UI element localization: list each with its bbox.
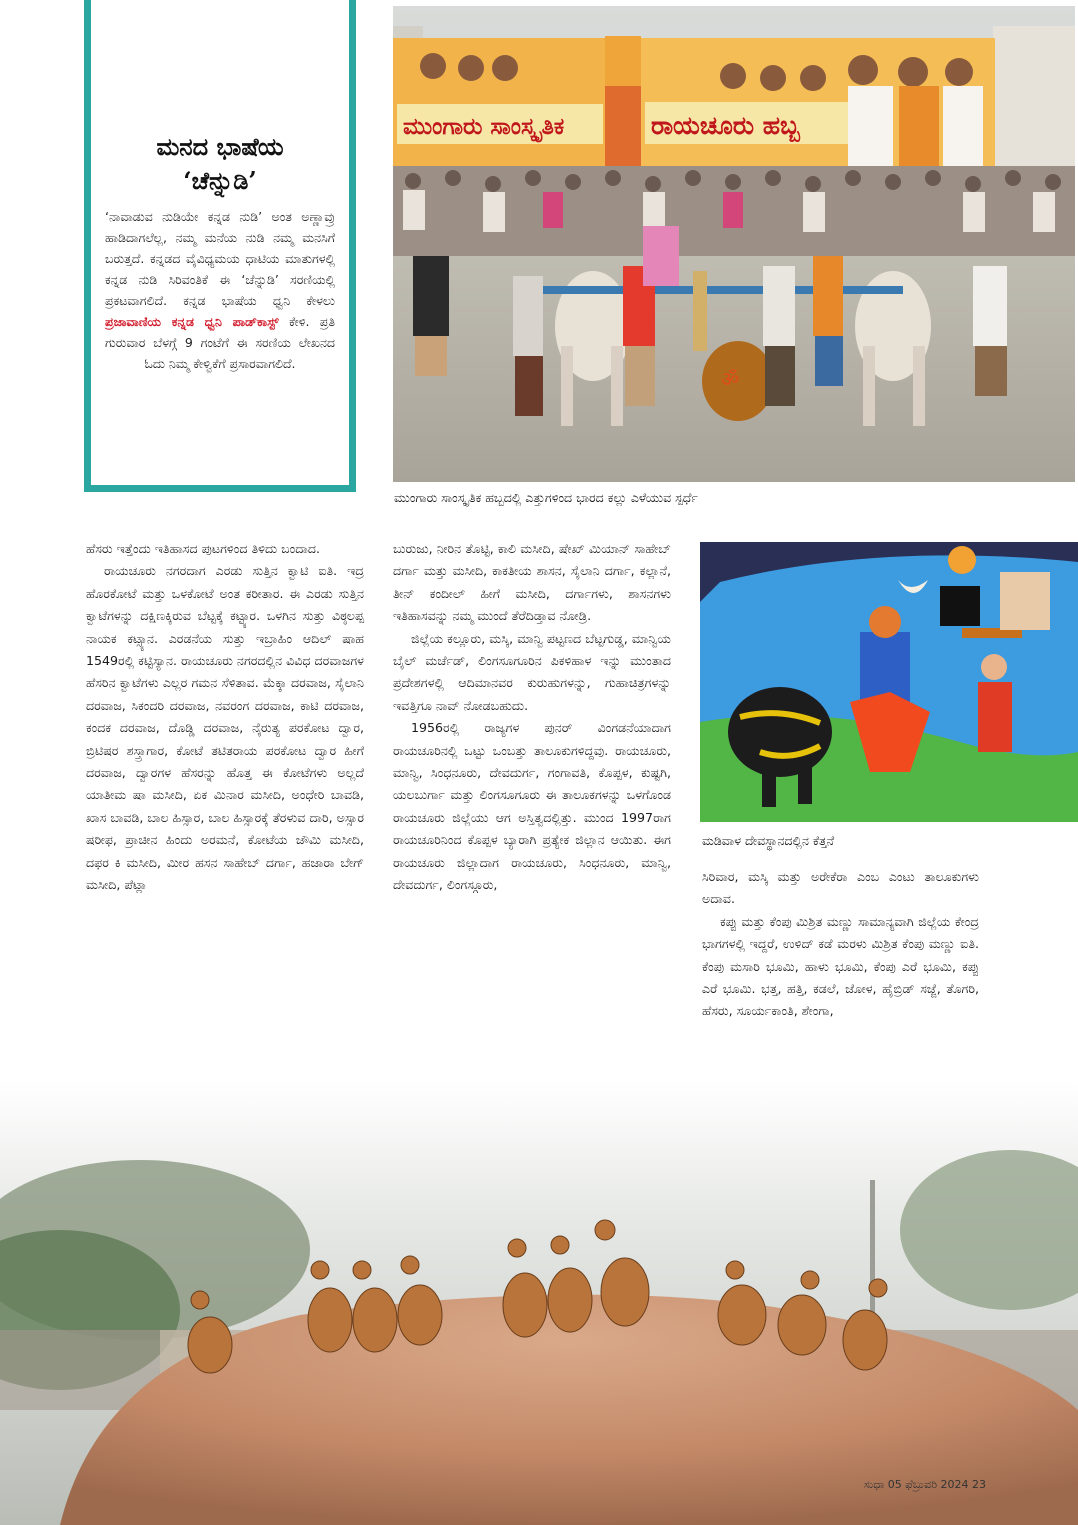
sidebar-body-part1: ‘ನಾವಾಡುವ ನುಡಿಯೇ ಕನ್ನಡ ನುಡಿ’ ಅಂತ ಅಣ್ಣಾವ್ರು ಹಾಡಿದಾಗಲೆಲ್ಲ, ನಮ್ಮ ಮನೆಯ ನುಡಿ ನಮ್ಮ ಮನಸಿಗೆ ಬರುತ್ತದೆ. ಕನ್ನಡದ ವೈವಿಧ್ಯಮಯ ಧಾಟಿಯ ಮಾತುಗಳಲ್ಲಿ ಕನ್ನಡ ನುಡಿ ಸಿರಿವಂತಿಕೆ ಈ ‘ಚೆನ್ನುಡಿ’ ಸರಣಿಯಲ್ಲಿ ಪ್ರಕಟವಾಗಲಿದೆ. ಕನ್ನಡ ಭಾಷೆಯ ಧ್ವನಿ ಕೇಳಲು [105, 209, 335, 308]
paragraph: ಕಪ್ಪು ಮತ್ತು ಕೆಂಪು ಮಿಶ್ರಿತ ಮಣ್ಣು ಸಾಮಾನ್ಯವಾಗಿ ಜಿಲ್ಲೆಯ ಕೇಂದ್ರ ಭಾಗಗಳಲ್ಲಿ ಇದ್ದರೆ, ಉಳಿದ್ ಕಡೆ ಮರಳು ಮಿಶ್ರಿತ ಕೆಂಪು ಮಣ್ಣು ಐತಿ. ಕೆಂಪು ಮಸಾರಿ ಭೂಮಿ, ಹಾಳು ಭೂಮಿ, ಕೆಂಪು ಎರೆ ಭೂಮಿ, ಕಪ್ಪು ಎರೆ ಭೂಮಿ. ಭತ್ತ, ಹತ್ತಿ, ಕಡಲೆ, ಜೋಳ, ಹೈಬ್ರಿಡ್ ಸಜ್ಜೆ, ತೊಗರಿ, ಹೆಸರು, ಸೂರ್ಯಕಾಂತಿ, ಶೇಂಗಾ, [702, 913, 979, 1019]
banner-right-text: ರಾಯಚೂರು ಹಬ್ಬ [651, 111, 800, 140]
paragraph: ಬುರುಜು, ನೀರಿನ ತೊಟ್ಟಿ, ಕಾಲಿ ಮಸೀದಿ, ಷೇಖ್ ಮಿಯಾನ್ ಸಾಹೇಬ್ ದರ್ಗಾ ಮತ್ತು ಮಸೀದಿ, ಕಾಕತೀಯ ಶಾಸನ, ಸೈಲಾನಿ ದರ್ಗಾ, ಕಲ್ಲಾನೆ, ತೀನ್ ಕಂದೀಲ್ ಹೀಗೆ ಮಸೀದಿ, ದರ್ಗಾಗಳು, ಶಾಸನಗಳು ಇತಿಹಾಸವನ್ನು ನಮ್ಮ ಮುಂದೆ ತೆರೆದಿಡ್ತಾವ ನೋಡ್ರಿ. [393, 541, 671, 624]
top-photo-caption: ಮುಂಗಾರು ಸಾಂಸ್ಕೃತಿಕ ಹಬ್ಬದಲ್ಲಿ ಎತ್ತುಗಳಿಂದ ಭಾರದ ಕಲ್ಲು ಎಳೆಯುವ ಸ್ಪರ್ಧೆ [394, 490, 698, 505]
banner-left-text: ಮುಂಗಾರು ಸಾಂಸ್ಕೃತಿಕ [403, 114, 565, 140]
paragraph: ಹೆಸರು ಇತ್ತೆಂದು ಇತಿಹಾಸದ ಪುಟಗಳಿಂದ ತಿಳಿದು ಬಂದಾದ. [86, 541, 320, 556]
article-column-1 [86, 538, 364, 897]
temple-carving-photo [700, 542, 1078, 822]
podcast-link[interactable]: ಪ್ರಜಾವಾಣಿಯ ಕನ್ನಡ ಧ್ವನಿ ಪಾಡ್‌ಕಾಸ್ಟ್ [105, 314, 279, 329]
article-column-2 [393, 538, 671, 897]
sidebar-title-line1: ಮನದ ಭಾಷೆಯ [156, 132, 284, 161]
sidebar-box [84, 0, 356, 492]
paragraph: ಸಿರಿವಾರ, ಮಸ್ಕಿ ಮತ್ತು ಅರೇಕೆರಾ ಎಂಬ ಎಂಟು ತಾಲೂಕುಗಳು ಅದಾವ. [702, 869, 979, 907]
sidebar-title [105, 130, 335, 198]
article-column-3 [702, 866, 979, 1023]
page-folio: ಸುಧಾ 05 ಫೆಬ್ರುವರಿ 2024 23 [863, 1478, 986, 1491]
sidebar-body [105, 206, 335, 374]
paragraph: ರಾಯಚೂರು ನಗರದಾಗ ಎರಡು ಸುತ್ತಿನ ಕ್ವಾಟಿ ಐತಿ. ಇದ್ರ ಹೊರಕೋಟೆ ಮತ್ತು ಒಳಕೋಟೆ ಅಂತ ಕರೀತಾರ. ಈ ಎರಡು ಸುತ್ತಿನ ಕ್ವಾಟೆಗಳನ್ನು ದಕ್ಷಿಣಕ್ಕಿರುವ ಬೆಟ್ಟಕ್ಕೆ ಕಟ್ಟ್ಯಾರ. ಒಳಗಿನ ಸುತ್ತು ವಿಠ್ಠಲಪ್ಪ ನಾಯಕ ಕಟ್ಸ್ಯಾನ. ಎರಡನೆಯ ಸುತ್ತು ಇಬ್ರಾಹಿಂ ಆದಿಲ್ ಷಾಹ 1549ರಲ್ಲಿ ಕಟ್ಟಿಸ್ಯಾನ. ರಾಯಚೂರು ನಗರದಲ್ಲಿನ ವಿವಿಧ ದರವಾಜಗಳ ಹೆಸರಿನ ಕ್ವಾಟೆಗಳು ಎಲ್ಲರ ಗಮನ ಸೆಳಿತಾವ. ಮೆಕ್ಕಾ ದರವಾಜ, ಸೈಲಾನಿ ದರವಾಜ, ಸಿಕಂದರಿ ದರವಾಜ, ನವರಂಗ ದರವಾಜ, ಕಾಟಿ ದರವಾಜ, ಕಂದಕ ದರವಾಜ, ದೊಡ್ಡಿ ದರವಾಜ, ನೈರುತ್ಯ ಪರಕೋಟ ದ್ವಾರ, ಬ್ರಿಟಿಷರ ಶಸ್ತ್ರಾಗಾರ, ಕೋಟೆ ತಟಿತರಾಯ ಪರಕೋಟ ದ್ವಾರ ಹೀಗೆ ದರವಾಜ, ದ್ವಾರಗಳ ಹೆಸರನ್ನು ಹೊತ್ತ ಈ ಕೋಟೆಗಳು ಅಲ್ಲದೆ ಯಾತೀಮ ಷಾ ಮಸೀದಿ, ಏಕ ಮಿನಾರ ಮಸೀದಿ, ಅಂಧೇರಿ ಬಾವಡಿ, ಖಾಸ ಬಾವಡಿ, ಬಾಲ ಹಿಸ್ಸಾರ, ಬಾಲ ಹಿಸ್ಸಾರಕ್ಕೆ ತೆರಳುವ ದಾರಿ, ಅಸ್ಸಾರ ಷರೀಫ, ಪ್ರಾಚೀನ ಹಿಂದು ಅರಮನೆ, ಕೋಟೆಯ ಜೌಮಿ ಮಸೀದಿ, ದಫರ ಕಿ ಮಸೀದಿ, ಮೀರ ಹಸನ ಸಾಹೇಬ್ ದರ್ಗಾ, ಹಜಾರಾ ಬೇಗ್ ಮಸೀದಿ, ಪೆಟ್ಲಾ [86, 563, 364, 893]
ducks-on-rock-photo [0, 1080, 1078, 1525]
right-photo-caption: ಮಡಿವಾಳ ದೇವಸ್ಥಾನದಲ್ಲಿನ ಕೆತ್ತನೆ [702, 833, 835, 848]
bullock-race-photo [393, 6, 1075, 482]
paragraph: ಜಿಲ್ಲೆಯ ಕಲ್ಲೂರು, ಮಸ್ಕಿ, ಮಾನ್ವಿ ಪಟ್ಟಣದ ಬೆಟ್ಟಗುಡ್ಡ, ಮಾನ್ವಿಯ ಬೈಲ್ ಮರ್ಚೆಡ್, ಲಿಂಗಸೂಗೂರಿನ ಪಿಕಳಿಹಾಳ ಇನ್ನು ಮುಂತಾದ ಪ್ರದೇಶಗಳಲ್ಲಿ ಆದಿಮಾನವರ ಕುರುಹುಗಳನ್ನು, ಗುಹಾಚಿತ್ರಗಳನ್ನು ಇವತ್ತಿಗೂ ನಾವ್ ನೋಡಬಹುದು. [393, 630, 671, 713]
sidebar-title-line2: ‘ಚೆನ್ನುಡಿ’ [183, 166, 257, 195]
paragraph: 1956ರಲ್ಲಿ ರಾಜ್ಯಗಳ ಪುನರ್ ವಿಂಗಡನೆಯಾದಾಗ ರಾಯಚೂರಿನಲ್ಲಿ ಒಟ್ಟು ಒಂಬತ್ತು ತಾಲೂಕುಗಳಿದ್ದವು. ರಾಯಚೂರು, ಮಾನ್ವಿ, ಸಿಂಧನೂರು, ದೇವದುರ್ಗ, ಗಂಗಾವತಿ, ಕೊಪ್ಪಳ, ಕುಷ್ಟಗಿ, ಯಲಬುರ್ಗಾ ಮತ್ತು ಲಿಂಗಸೂಗೂರು ಈ ತಾಲೂಕಗಳನ್ನು ಒಳಗೊಂಡ ರಾಯಚೂರು ಜಿಲ್ಲೆಯು ಆಗ ಅಸ್ತಿತ್ವದಲ್ಲಿತ್ತು. ಮುಂದ 1997ರಾಗ ರಾಯಚೂರಿನಿಂದ ಕೊಪ್ಪಳ ಬ್ಯಾರಾಗಿ ಪ್ರತ್ಯೇಕ ಜಿಲ್ಲಾನ ಆಯಿತು. ಈಗ ರಾಯಚೂರು ಜಿಲ್ಲಾದಾಗ ರಾಯಚೂರು, ಸಿಂಧನೂರು, ಮಾನ್ವಿ, ದೇವದುರ್ಗ, ಲಿಂಗಸ್ಗೂರು, [393, 720, 671, 893]
sidebar-body-part2: ಕೇಳಿ. ಪ್ರತಿ ಗುರುವಾರ ಬೆಳಗ್ಗೆ 9 ಗಂಟೆಗೆ ಈ ಸರಣಿಯ ಲೇಖನದ ಓದು ನಿಮ್ಮ ಕೇಳ್ವಿಕೆಗೆ ಪ್ರಸಾರವಾಗಲಿದೆ. [105, 314, 335, 371]
svg-text:ॐ: ॐ [721, 367, 740, 391]
